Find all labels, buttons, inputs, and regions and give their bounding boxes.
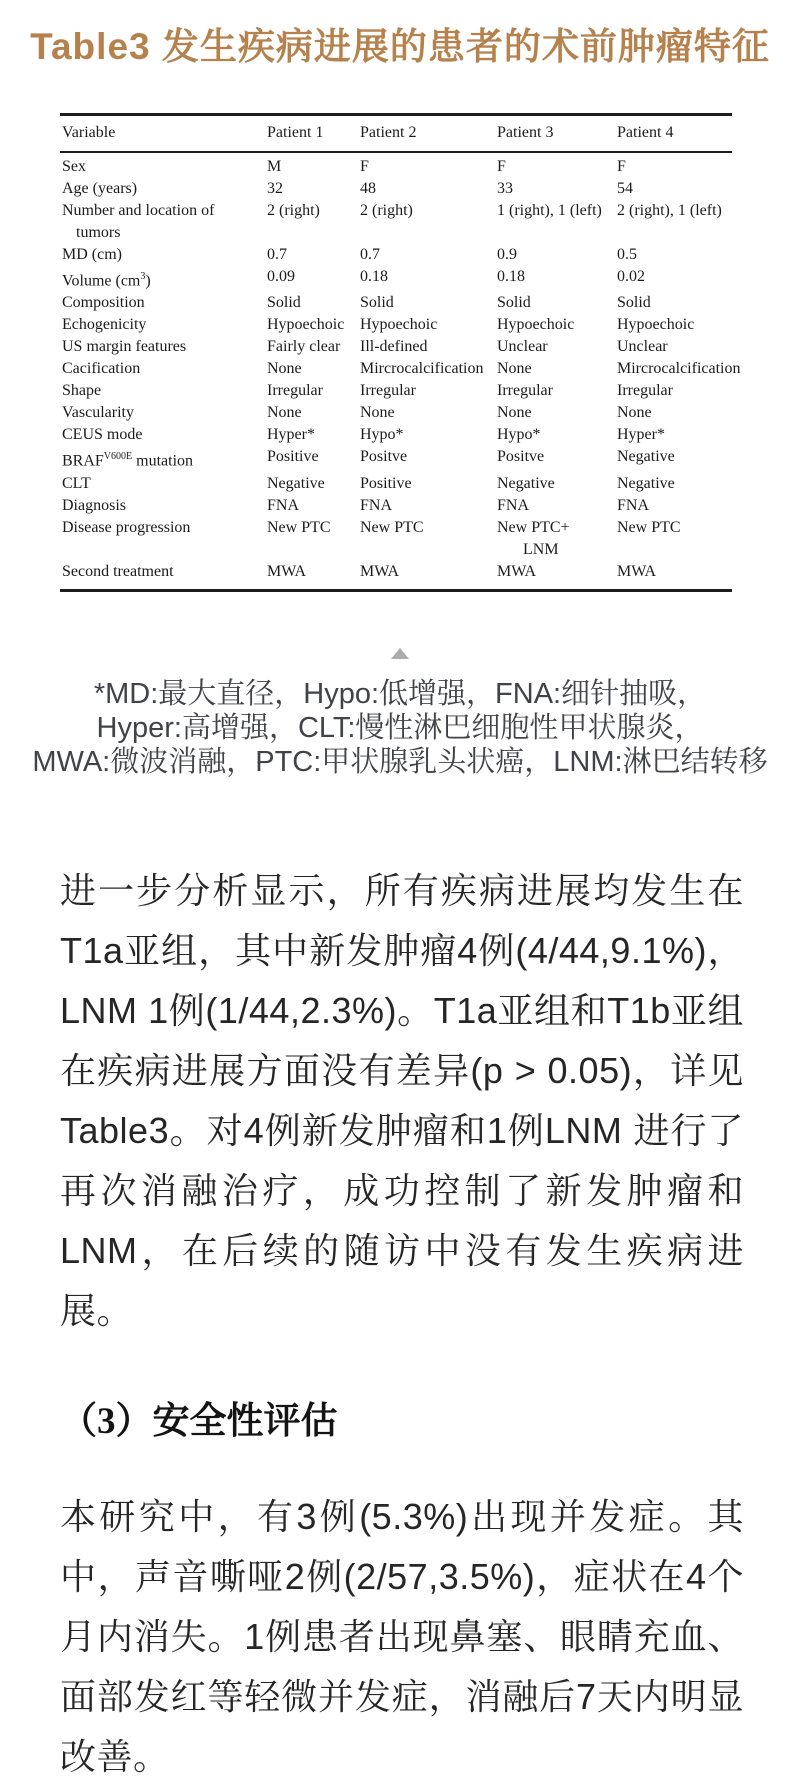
table-cell: FNA <box>617 496 650 514</box>
table-cell: New PTC <box>267 518 331 536</box>
table-row <box>60 266 732 292</box>
table-cell: 2 (right) <box>267 202 320 219</box>
footnote-line: Hyper:高增强，CLT:慢性淋巴细胞性甲状腺炎， <box>96 711 704 744</box>
paragraph-line: LNM 1例(1/44,2.3%)。T1a亚组和T1b亚组 <box>60 989 744 1031</box>
row-label-text: Sex <box>62 158 86 175</box>
table-row <box>60 446 732 472</box>
table-cell: Negative <box>267 474 325 492</box>
table-cell: Positve <box>497 448 545 466</box>
row-label <box>60 152 267 178</box>
column-header: Patient 2 <box>360 115 497 153</box>
table-row <box>60 495 732 517</box>
paragraph-line: 在疾病进展方面没有差异(p > 0.05)，详见 <box>60 1049 744 1091</box>
row-label <box>60 292 267 314</box>
paragraph-line: 改善。 <box>60 1735 170 1777</box>
table-cell: 54 <box>617 180 633 197</box>
row-label-text: CLT <box>62 474 91 492</box>
row-label-superscript: 3 <box>140 271 146 282</box>
table-cell: FNA <box>497 496 530 514</box>
row-label-text: Cacification <box>62 360 141 378</box>
table-footnote <box>0 677 800 779</box>
row-label <box>60 380 267 402</box>
table-container <box>60 113 741 592</box>
table-cell: None <box>360 404 395 422</box>
column-header: Patient 3 <box>497 115 617 153</box>
table-cell: None <box>617 404 652 422</box>
table-cell: Mircrocalcification <box>360 360 484 378</box>
row-label-text: Volume (cm <box>62 272 141 290</box>
table-cell: None <box>497 404 532 422</box>
table-cell: MWA <box>360 562 400 580</box>
collapse-triangle-icon[interactable] <box>391 648 409 659</box>
section-heading-safety: （3）安全性评估 <box>60 1400 338 1442</box>
paragraph-safety-assessment <box>60 1487 744 1787</box>
table-cell: Negative <box>617 474 675 492</box>
table-cell: Positve <box>360 448 408 466</box>
row-label-line2: tumors <box>76 224 121 241</box>
table-cell: Hypo* <box>360 426 404 444</box>
table-cell: MWA <box>617 562 657 580</box>
table-header <box>60 115 732 153</box>
row-label <box>60 473 267 495</box>
table-body <box>60 152 741 590</box>
table-row <box>60 244 732 266</box>
table-cell: Mircrocalcification <box>617 360 741 378</box>
row-label-text: Shape <box>62 382 102 400</box>
table-row <box>60 178 732 200</box>
table-cell: 48 <box>360 180 376 197</box>
table-row <box>60 380 732 402</box>
table-cell: Hypoechoic <box>360 316 438 334</box>
table-row <box>60 358 732 380</box>
table-cell: New PTC <box>360 518 424 536</box>
table-cell: Fairly clear <box>267 338 341 356</box>
row-label-text: Diagnosis <box>62 496 126 514</box>
row-label <box>60 424 267 446</box>
table-cell: 0.5 <box>617 246 637 263</box>
paragraph-line: 面部发红等轻微并发症，消融后7天内明显 <box>60 1675 744 1717</box>
table-row <box>60 336 732 358</box>
row-label-text: Echogenicity <box>62 316 147 334</box>
table-cell: Positive <box>267 448 319 466</box>
paragraph-line: 月内消失。1例患者出现鼻塞、眼睛充血、 <box>60 1615 744 1657</box>
table-cell: Negative <box>497 474 555 492</box>
table-row <box>60 517 732 561</box>
table-cell: 1 (right), 1 (left) <box>497 202 602 219</box>
row-label <box>60 336 267 358</box>
table-row <box>60 152 732 178</box>
row-label <box>60 495 267 517</box>
row-label <box>60 402 267 424</box>
row-label-text: Disease progression <box>62 518 191 536</box>
paragraph-line: 本研究中，有3例(5.3%)出现并发症。其 <box>60 1495 744 1537</box>
table-cell: Solid <box>617 294 651 312</box>
table-cell: Hypoechoic <box>617 316 695 334</box>
table-cell: 0.9 <box>497 246 517 263</box>
table-cell: MWA <box>497 562 537 580</box>
table-header-row <box>60 115 732 153</box>
table-cell: Irregular <box>267 382 323 400</box>
table-cell: F <box>497 158 506 175</box>
row-label <box>60 244 267 266</box>
row-label-text: MD (cm) <box>62 246 122 263</box>
table-cell: Unclear <box>497 338 548 356</box>
table-row <box>60 314 732 336</box>
row-label <box>60 446 267 472</box>
table-cell: Hypo* <box>497 426 541 444</box>
row-label-text: Vascularity <box>62 404 134 422</box>
row-label <box>60 266 267 292</box>
table-cell: 0.09 <box>267 268 295 285</box>
table-cell: None <box>497 360 532 378</box>
row-label <box>60 200 267 244</box>
table-cell: Irregular <box>360 382 416 400</box>
cell-line2: LNM <box>523 540 559 558</box>
table-cell: Irregular <box>617 382 673 400</box>
table-cell: 2 (right), 1 (left) <box>617 202 722 219</box>
table-cell: None <box>267 360 302 378</box>
table-cell: 0.18 <box>497 268 525 285</box>
table-cell: FNA <box>360 496 393 514</box>
table-cell: F <box>617 158 626 175</box>
table-row <box>60 561 732 591</box>
paragraph-line: 进一步分析显示，所有疾病进展均发生在 <box>60 869 744 911</box>
footnote-line: *MD:最大直径，Hypo:低增强，FNA:细针抽吸， <box>93 677 707 710</box>
table-row <box>60 292 732 314</box>
table-row <box>60 473 732 495</box>
row-label <box>60 561 267 591</box>
table-cell: Solid <box>267 294 301 312</box>
table-cell: Solid <box>497 294 531 312</box>
table-cell <box>497 517 617 561</box>
row-label <box>60 178 267 200</box>
row-label <box>60 314 267 336</box>
table-cell: 0.18 <box>360 268 388 285</box>
table-cell: Hyper* <box>617 426 665 444</box>
table-cell: Hyper* <box>267 426 315 444</box>
row-label-superscript: V600E <box>103 451 133 463</box>
paragraph-line: Table3。对4例新发肿瘤和1例LNM 进行了 <box>60 1109 744 1151</box>
table-title: Table3 发生疾病进展的患者的术前肿瘤特征 <box>30 26 770 67</box>
table-cell: 33 <box>497 180 513 197</box>
row-label-text: BRAF <box>62 452 104 470</box>
row-label-text: Second treatment <box>62 562 174 580</box>
cell-line1: New PTC+ <box>497 518 570 536</box>
column-header: Patient 1 <box>267 115 360 153</box>
table-row <box>60 424 732 446</box>
table-cell: 0.02 <box>617 268 645 285</box>
row-label-text: US margin features <box>62 338 187 356</box>
paragraph-line: 再次消融治疗，成功控制了新发肿瘤和 <box>60 1169 744 1211</box>
table-row <box>60 200 732 244</box>
table-cell: Positive <box>360 474 412 492</box>
table-cell: M <box>267 158 282 175</box>
patient-characteristics-table <box>60 113 741 592</box>
table-cell: 0.7 <box>267 246 287 263</box>
row-label-text: Number and location of <box>62 202 215 219</box>
paragraph-disease-progression <box>60 861 744 1341</box>
row-label-text: Composition <box>62 294 145 312</box>
table-cell: Solid <box>360 294 394 312</box>
row-label <box>60 358 267 380</box>
table-cell: 0.7 <box>360 246 380 263</box>
table-cell: MWA <box>267 562 307 580</box>
row-label-text: Age (years) <box>62 180 138 197</box>
paragraph-line: T1a亚组，其中新发肿瘤4例(4/44,9.1%)， <box>60 929 744 971</box>
column-header: Patient 4 <box>617 115 732 153</box>
table-cell: FNA <box>267 496 300 514</box>
table-cell: Hypoechoic <box>267 316 345 334</box>
row-label-text: ) <box>145 272 151 290</box>
table-cell: 2 (right) <box>360 202 413 219</box>
table-cell: Negative <box>617 448 675 466</box>
table-cell: Unclear <box>617 338 668 356</box>
paragraph-line: LNM，在后续的随访中没有发生疾病进展。 <box>60 1229 744 1331</box>
table-cell: 32 <box>267 180 283 197</box>
row-label-text: CEUS mode <box>62 426 143 444</box>
table-row <box>60 402 732 424</box>
paragraph-line: 中，声音嘶哑2例(2/57,3.5%)，症状在4个 <box>60 1555 744 1597</box>
table-cell: Ill-defined <box>360 338 428 356</box>
table-cell: Hypoechoic <box>497 316 575 334</box>
table-cell: None <box>267 404 302 422</box>
row-label <box>60 517 267 561</box>
footnote-line: MWA:微波消融，PTC:甲状腺乳头状癌，LNM:淋巴结转移 <box>32 745 768 778</box>
table-cell: New PTC <box>617 518 681 536</box>
table-cell: Irregular <box>497 382 553 400</box>
row-label-text: mutation <box>132 452 194 470</box>
column-header: Variable <box>60 115 267 153</box>
table-cell: F <box>360 158 369 175</box>
